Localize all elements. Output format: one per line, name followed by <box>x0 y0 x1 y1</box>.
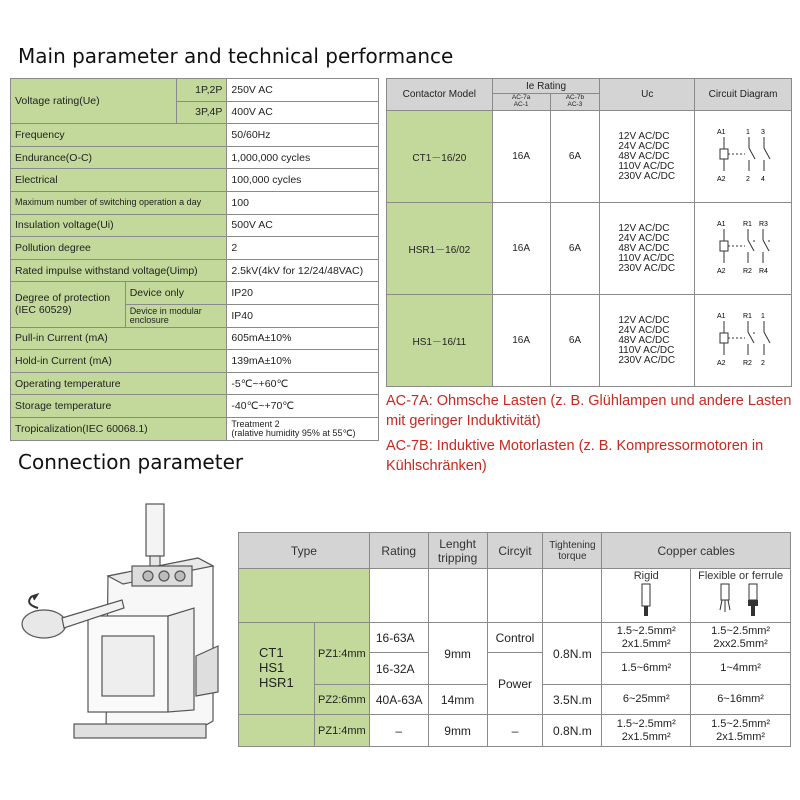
ac7a-line1: AC-7a <box>511 94 531 102</box>
header-ac7a <box>492 94 550 111</box>
device-only-label: Device only <box>125 282 227 305</box>
pz2-6mm: PZ2:6mm <box>314 685 369 715</box>
storage-label: Storage temperature <box>11 395 227 418</box>
uc-line: 12V AC/DC <box>618 314 670 326</box>
v-1p2p-value: 250V AC <box>227 79 379 102</box>
terminal-label: 4 <box>761 176 765 183</box>
insulation-label: Insulation voltage(Ui) <box>11 214 227 237</box>
flex-4a: 1.5~2.5mm² <box>711 718 771 731</box>
header-rigid: Rigid <box>633 570 659 582</box>
device-only-value: IP20 <box>227 282 379 305</box>
rigid-4b: 2x1.5mm² <box>621 730 671 743</box>
terminal-label: R1 <box>743 221 753 228</box>
circuit-none: – <box>487 715 543 747</box>
pullin-label: Pull-in Current (mA) <box>11 327 227 350</box>
rigid-3: 6~25mm² <box>602 685 691 715</box>
uc-line: 12V AC/DC <box>618 130 670 142</box>
tropical-label: Tropicalization(IEC 60068.1) <box>11 417 227 440</box>
model-hsr1: HSR1－16/02 <box>387 203 493 295</box>
type-list <box>239 623 315 715</box>
header-length-tripping: Lenght tripping <box>428 533 487 569</box>
rigid-1b: 2x1.5mm² <box>621 637 671 650</box>
type-ct1: CT1 <box>259 645 284 661</box>
uc-line: 12V AC/DC <box>618 222 670 234</box>
storage-value: -40℃~+70℃ <box>227 395 379 418</box>
terminal-label: A2 <box>717 268 726 275</box>
flex-1a: 1.5~2.5mm² <box>711 625 771 638</box>
rigid-2: 1.5~6mm² <box>602 653 691 685</box>
torque-3-5: 3.5N.m <box>543 685 602 715</box>
flex-4b: 2x1.5mm² <box>716 730 766 743</box>
ac7a-value: 16A <box>492 203 550 295</box>
type-blank <box>239 715 315 747</box>
ac7a-line2: AC-1 <box>513 101 529 108</box>
connection-heading: Connection parameter <box>18 450 244 474</box>
flexible-cable-cell <box>691 569 791 623</box>
optemp-label: Operating temperature <box>11 372 227 395</box>
device-modular-value: IP40 <box>227 304 379 327</box>
circuit-diagram-ct1 <box>695 111 792 203</box>
pullin-value: 605mA±10% <box>227 327 379 350</box>
blank-cell <box>487 569 543 623</box>
frequency-value: 50/60Hz <box>227 124 379 147</box>
blank-cell <box>369 569 428 623</box>
ac7b-value: 6A <box>550 111 600 203</box>
terminal-label: 1 <box>761 313 765 320</box>
uc-line: 24V AC/DC <box>618 140 670 152</box>
rigid-1a: 1.5~2.5mm² <box>616 625 676 638</box>
terminal-label: R2 <box>743 268 753 275</box>
pollution-value: 2 <box>227 237 379 260</box>
terminal-label: R2 <box>743 360 753 367</box>
torque-0-8: 0.8N.m <box>543 623 602 685</box>
uc-line: 48V AC/DC <box>618 150 670 162</box>
rating-16-63: 16-63A <box>369 623 428 653</box>
terminal-label: A1 <box>717 129 726 136</box>
circuit-diagram-hs1 <box>695 295 792 387</box>
v-3p4p-value: 400V AC <box>227 101 379 124</box>
main-heading: Main parameter and technical performance <box>18 44 454 68</box>
rigid-1 <box>602 623 691 653</box>
uc-line: 48V AC/DC <box>618 334 670 346</box>
ac7b-value: 6A <box>550 295 600 387</box>
ac7b-line2: AC-3 <box>567 101 583 108</box>
tropical-value-2: (ralative humidity 95% at 55℃) <box>231 427 356 438</box>
frequency-label: Frequency <box>11 124 227 147</box>
endurance-value: 1,000,000 cycles <box>227 146 379 169</box>
terminal-label: 2 <box>746 176 750 183</box>
circuit-nc-nc-icon <box>713 217 773 277</box>
terminal-label: A2 <box>717 360 726 367</box>
pollution-label: Pollution degree <box>11 237 227 260</box>
ac7a-value: 16A <box>492 111 550 203</box>
note-ac7b: AC-7B: Induktive Motorlasten (z. B. Kompressormotoren in Kühlschränken) <box>386 438 764 474</box>
optemp-value: -5℃~+60℃ <box>227 372 379 395</box>
uc-list <box>600 203 695 295</box>
uc-list <box>600 295 695 387</box>
terminal-label: R4 <box>759 268 769 275</box>
rating-16-32: 16-32A <box>369 653 428 685</box>
max-ops-value: 100 <box>227 191 379 214</box>
rating-40-63: 40A-63A <box>369 685 428 715</box>
header-copper-cables: Copper cables <box>602 533 791 569</box>
rigid-cable-cell <box>602 569 691 623</box>
main-parameter-table <box>10 78 379 441</box>
terminal-label: A2 <box>717 176 726 183</box>
ac7b-value: 6A <box>550 203 600 295</box>
header-tightening-torque: Tightening torque <box>543 533 602 569</box>
tropical-value-1: Treatment 2 <box>231 418 280 429</box>
v-1p2p: 1P,2P <box>177 79 227 102</box>
terminal-label: A1 <box>717 313 726 320</box>
flex-1 <box>691 623 791 653</box>
length-14mm: 14mm <box>428 685 487 715</box>
uc-list <box>600 111 695 203</box>
note-ac7a: AC-7A: Ohmsche Lasten (z. B. Glühlampen und andere Lasten mit geringer Induktivität) <box>386 393 792 429</box>
rating-none: – <box>369 715 428 747</box>
header-uc: Uc <box>600 79 695 111</box>
type-hs1: HS1 <box>259 660 285 676</box>
uc-line: 230V AC/DC <box>618 354 676 366</box>
voltage-label: Voltage rating(Ue) <box>11 79 177 124</box>
impulse-label: Rated impulse withstand voltage(Uimp) <box>11 259 227 282</box>
header-ie-rating: Ie Rating <box>492 79 600 94</box>
model-ct1: CT1－16/20 <box>387 111 493 203</box>
uc-line: 110V AC/DC <box>618 252 675 264</box>
rigid-cable-icon <box>636 582 656 618</box>
blank-cell <box>428 569 487 623</box>
flex-3: 6~16mm² <box>691 685 791 715</box>
ac7a-value: 16A <box>492 295 550 387</box>
uc-line: 230V AC/DC <box>618 262 676 274</box>
pz1-4mm: PZ1:4mm <box>314 623 369 685</box>
electrical-value: 100,000 cycles <box>227 169 379 192</box>
flex-4 <box>691 715 791 747</box>
contactor-device-illustration <box>18 496 238 756</box>
circuit-no-no-icon <box>713 125 773 185</box>
length-9mm-b: 9mm <box>428 715 487 747</box>
header-contactor-model: Contactor Model <box>387 79 493 111</box>
model-hs1: HS1－16/11 <box>387 295 493 387</box>
uc-line: 110V AC/DC <box>618 344 675 356</box>
uc-line: 24V AC/DC <box>618 324 670 336</box>
pz1-4mm-b: PZ1:4mm <box>314 715 369 747</box>
endurance-label: Endurance(O-C) <box>11 146 227 169</box>
circuit-power: Power <box>487 653 543 715</box>
flexible-cable-icon <box>711 582 771 618</box>
uc-line: 24V AC/DC <box>618 232 670 244</box>
header-circuit-diagram: Circuit Diagram <box>695 79 792 111</box>
header-ac7b <box>550 94 600 111</box>
torque-0-8-b: 0.8N.m <box>543 715 602 747</box>
header-type: Type <box>239 533 370 569</box>
type-hsr1: HSR1 <box>259 674 294 690</box>
terminal-label: 2 <box>761 360 765 367</box>
uc-line: 110V AC/DC <box>618 160 675 172</box>
illustration-blank <box>239 569 370 623</box>
flex-1b: 2xx2.5mm² <box>713 637 768 650</box>
max-ops-label: Maximum number of switching operation a day <box>11 191 227 214</box>
ac7b-line1: AC-7b <box>565 94 585 102</box>
contactor-model-table <box>386 78 792 387</box>
circuit-control: Control <box>487 623 543 653</box>
rigid-4a: 1.5~2.5mm² <box>616 718 676 731</box>
impulse-value: 2.5kV(4kV for 12/24/48VAC) <box>227 259 379 282</box>
blank-cell <box>543 569 602 623</box>
tropical-value <box>227 417 379 440</box>
length-9mm: 9mm <box>428 623 487 685</box>
circuit-diagram-hsr1 <box>695 203 792 295</box>
terminal-label: R1 <box>743 313 753 320</box>
circuit-nc-no-icon <box>713 309 773 369</box>
connection-parameter-table <box>238 532 791 747</box>
header-circyit: Circyit <box>487 533 543 569</box>
terminal-label: R3 <box>759 221 769 228</box>
rigid-4 <box>602 715 691 747</box>
terminal-label: A1 <box>717 221 726 228</box>
terminal-label: 3 <box>761 129 765 136</box>
device-modular-label: Device in modular enclosure <box>125 304 227 327</box>
holdin-label: Hold-in Current (mA) <box>11 350 227 373</box>
electrical-label: Electrical <box>11 169 227 192</box>
header-flexible: Flexible or ferrule <box>698 570 784 582</box>
uc-line: 230V AC/DC <box>618 170 676 182</box>
terminal-label: 1 <box>746 129 750 136</box>
holdin-value: 139mA±10% <box>227 350 379 373</box>
flex-2: 1~4mm² <box>691 653 791 685</box>
header-rating: Rating <box>369 533 428 569</box>
protection-label: Degree of protection (IEC 60529) <box>11 282 126 327</box>
uc-line: 48V AC/DC <box>618 242 670 254</box>
insulation-value: 500V AC <box>227 214 379 237</box>
v-3p4p: 3P,4P <box>177 101 227 124</box>
